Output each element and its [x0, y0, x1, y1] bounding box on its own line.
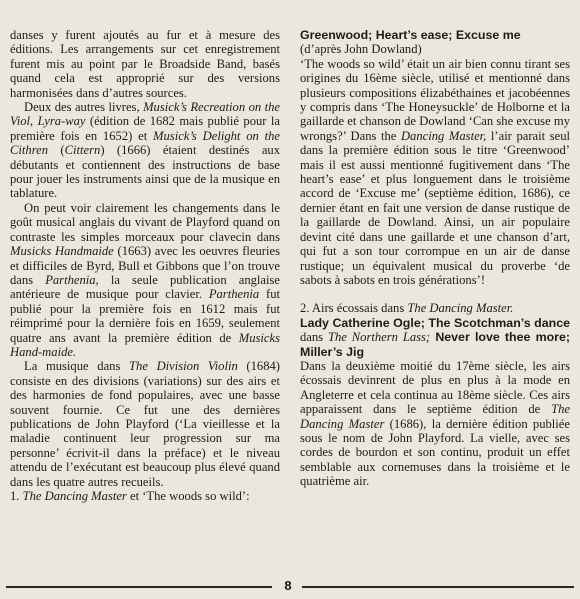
paragraph: [300, 42, 570, 56]
text-run: On peut voir clairement les changements dans le goût musical anglais du vivant de Playford quand on contraste les simples morceaux pour clavecin dans: [10, 200, 280, 244]
italic-text: Musicks Handmaide: [10, 244, 114, 259]
paragraph: [10, 201, 280, 359]
italic-text: Parthenia: [208, 287, 260, 302]
italic-text: Musicks Hand-maide.: [10, 330, 280, 359]
paragraph: [300, 301, 570, 315]
text-run: (1684) consiste en des divisions (variations) sur des airs et des harmonies de fond populaires, avec une basse souvent fournie. Ce fut une des dernières publications de John Playford (‘La vieillesse et la maladie continuent leur progression sur ma personne’ écrivit-il dans la préface) et le niveau attendu de l’exécutant est beaucoup plus élevé quand dans les quatre autres recueils.: [10, 359, 280, 489]
text-run: ‘The woods so wild’ était un air bien connu tirant ses origines du 16ème siècle, utilisé et mentionné dans plusieurs compositions élizabéthaines et jacobéennes y compris dans ‘The Honeysuckle’ de Holborne et la gaillarde et chanson de Dowland ‘Can she excuse my wrongs?’ Dans the: [300, 56, 570, 143]
italic-text: The Dancing Master.: [407, 301, 514, 316]
text-run: (édition de 1682 mais publié pour la première fois en 1652) et: [10, 114, 280, 143]
text-run: La musique dans: [24, 359, 130, 374]
italic-text: Cittern: [64, 143, 101, 158]
paragraph: [10, 359, 280, 489]
section-heading: [300, 316, 570, 359]
text-run: Dans la deuxième moitié du 17ème siècle, les airs écossais devinrent de plus en plus à la mode en Angleterre et cela continua au 18ème siècle. Ces airs apparaissent dans le septième édition de: [300, 358, 570, 417]
text-run: l’air parait seul dans la première édition sous le titre ‘Greenwood’ mais il est aussi mentionné fugitivement dans ‘The heart’s ease’ et plus longuement dans le troisième accord de ‘Excuse me’ (septième édition, 1686), ce dernier étant en fait une version de danse rustique de la gaillarde de Dowland. Ainsi, un air populaire devint cité dans une gaillarde et une chanson d’art, qui fut a son tour corrompue en un air de danse rustique; un équivalent musical du proverbe ‘de sabots à sabots en trois générations’!: [300, 128, 570, 287]
text-run: Lady Catherine Ogle; The Scotchman’s dance: [300, 315, 570, 330]
italic-text: Musick’s Delight on the Cithren: [10, 128, 280, 158]
paragraph: [10, 489, 280, 503]
text-run: 1.: [10, 489, 23, 503]
italic-text: The Dancing Master: [22, 489, 127, 503]
text-run: Never love thee more; Miller’s Jig: [300, 330, 571, 359]
text-run: la seule publication anglaise antérieure de musique pour clavier.: [10, 272, 280, 302]
text-run: Deux des autres livres,: [24, 100, 144, 115]
text-run: dans: [300, 330, 328, 345]
text-run: (d’après John Dowland): [300, 42, 422, 57]
italic-text: Parthenia,: [45, 272, 99, 287]
text-run: danses y furent ajoutés au fur et à mesure des éditions. Les arrangements sur cet enregistrement furent mis au point par le Broadside Band, basés quand cela est approprié sur des versions harmonisées dans d’autres sources.: [10, 28, 280, 100]
paragraph: [300, 57, 570, 288]
italic-text: Dancing Master,: [400, 128, 487, 143]
paragraph-gap: [300, 287, 570, 301]
text-run: (1686), la dernière édition publiée sous le nom de John Playford. La vielle, avec ses cordes de bourdon et son continu, produit un effet semblable aux cornemuses dans la troisième et le quatrième air.: [300, 416, 570, 489]
italic-text: The Northern Lass;: [327, 330, 431, 345]
text-run: ) (1666) étaient destinés aux débutants et contiennent des instructions de base pour jouer les instruments ainsi que de la musique en tablature.: [10, 143, 281, 201]
italic-text: The Division Violin: [129, 359, 238, 374]
text-run: (1663) avec les oeuvres fleuries et difficiles de Byrd, Bull et Gibbons que l’on trouve dans: [10, 244, 280, 287]
right-column: [300, 28, 570, 489]
left-column: [10, 28, 280, 503]
italic-text: Musick’s Recreation on the Viol, Lyra-way: [10, 100, 281, 129]
footer-rule-left: [6, 586, 272, 588]
text-run: fut publié pour la première fois en 1612 mais fut réimprimé pour la dernière fois en 1659, seulement quatre ans avant la première édition de: [10, 287, 280, 345]
page-footer: [6, 578, 574, 593]
paragraph: [10, 100, 280, 201]
text-run: (: [48, 143, 65, 158]
text-run: Greenwood; Heart’s ease; Excuse me: [300, 28, 521, 42]
text-run: 2. Airs écossais dans: [300, 301, 408, 316]
text-run: et ‘The woods so wild’:: [126, 489, 250, 503]
section-heading: [300, 28, 570, 42]
paragraph: [300, 359, 570, 489]
paragraph: [10, 28, 280, 100]
page-number: 8: [284, 578, 292, 593]
italic-text: The Dancing Master: [300, 402, 570, 431]
footer-rule-right: [302, 586, 574, 588]
